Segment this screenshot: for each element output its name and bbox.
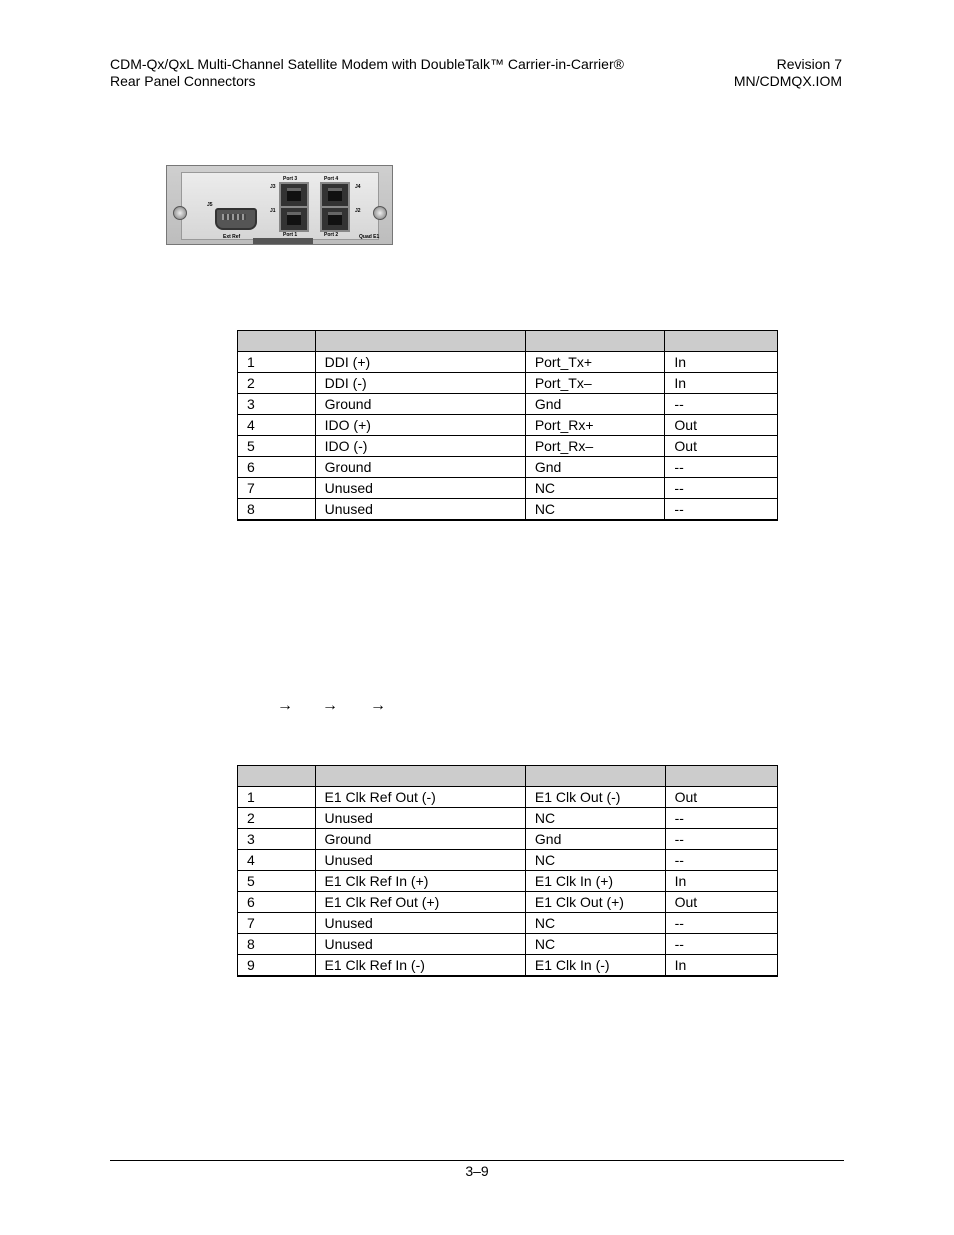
footer-rule <box>110 1160 844 1161</box>
table-header-row <box>238 331 778 352</box>
signal-cell: NC <box>525 499 665 521</box>
table-row <box>238 955 778 977</box>
pinout-table-ext-ref <box>237 765 778 977</box>
pin-cell: 4 <box>238 415 316 436</box>
signal-cell: NC <box>525 808 665 829</box>
label-j1: J1 <box>270 208 276 214</box>
direction-cell: In <box>665 373 778 394</box>
description-cell: E1 Clk Ref In (-) <box>315 955 525 977</box>
label-j5: J5 <box>207 202 213 208</box>
left-screw-icon <box>173 206 187 220</box>
table-header-cell <box>238 331 316 352</box>
label-port2: Port 2 <box>324 232 339 238</box>
pin-cell: 1 <box>238 787 316 808</box>
rear-panel-photo <box>166 165 393 245</box>
description-cell: Unused <box>315 499 525 521</box>
rj45-port2-icon <box>320 206 350 232</box>
description-cell: Unused <box>315 478 525 499</box>
description-cell: IDO (+) <box>315 415 525 436</box>
direction-cell: -- <box>665 394 778 415</box>
description-cell: Unused <box>315 934 525 955</box>
table-header-cell <box>525 331 665 352</box>
table-header-row <box>238 766 778 787</box>
doc-id: MN/CDMQX.IOM <box>733 73 842 89</box>
right-screw-icon <box>373 206 387 220</box>
pin-cell: 2 <box>238 373 316 394</box>
panel-bracket <box>253 238 313 245</box>
pin-cell: 2 <box>238 808 316 829</box>
table-header-cell <box>665 766 777 787</box>
pin-cell: 7 <box>238 913 316 934</box>
dsub-connector-icon <box>215 208 257 230</box>
description-cell: Ground <box>315 457 525 478</box>
table-row <box>238 934 778 955</box>
arrow-right-icon: → <box>277 697 293 714</box>
signal-cell: E1 Clk In (+) <box>525 871 665 892</box>
signal-cell: Gnd <box>525 457 665 478</box>
direction-cell: Out <box>665 787 777 808</box>
description-cell: Unused <box>315 850 525 871</box>
direction-cell: -- <box>665 478 778 499</box>
direction-cell: In <box>665 955 777 977</box>
doc-title: CDM-Qx/QxL Multi-Channel Satellite Modem with DoubleTalk™ Carrier-in-Carrier® <box>110 56 624 72</box>
signal-cell: NC <box>525 934 665 955</box>
label-port1: Port 1 <box>283 232 298 238</box>
table-row <box>238 892 778 913</box>
table-row <box>238 457 778 478</box>
table-header-cell <box>315 331 525 352</box>
signal-cell: E1 Clk Out (+) <box>525 892 665 913</box>
label-j2: J2 <box>355 208 361 214</box>
table-header-cell <box>238 766 316 787</box>
direction-cell: In <box>665 871 777 892</box>
signal-cell: NC <box>525 850 665 871</box>
pin-cell: 9 <box>238 955 316 977</box>
pin-cell: 1 <box>238 352 316 373</box>
table-row <box>238 787 778 808</box>
description-cell: Ground <box>315 394 525 415</box>
label-quad-e1: Quad E1 <box>359 234 380 240</box>
table-row <box>238 436 778 457</box>
label-j3: J3 <box>270 184 276 190</box>
signal-cell: Port_Rx+ <box>525 415 665 436</box>
pin-cell: 3 <box>238 394 316 415</box>
table-row <box>238 415 778 436</box>
header-left <box>110 56 624 90</box>
direction-cell: -- <box>665 829 777 850</box>
description-cell: Ground <box>315 829 525 850</box>
signal-cell: E1 Clk In (-) <box>525 955 665 977</box>
direction-cell: Out <box>665 415 778 436</box>
description-cell: DDI (+) <box>315 352 525 373</box>
table-header-cell <box>315 766 525 787</box>
table-row <box>238 829 778 850</box>
direction-cell: -- <box>665 850 777 871</box>
label-port3: Port 3 <box>283 176 298 182</box>
direction-cell: -- <box>665 808 777 829</box>
pin-cell: 8 <box>238 934 316 955</box>
pin-cell: 8 <box>238 499 316 521</box>
pin-cell: 6 <box>238 457 316 478</box>
signal-cell: Gnd <box>525 394 665 415</box>
table-header-cell <box>665 331 778 352</box>
pin-cell: 7 <box>238 478 316 499</box>
arrow-right-icon: → <box>370 697 386 714</box>
direction-cell: -- <box>665 934 777 955</box>
table-row <box>238 352 778 373</box>
description-cell: E1 Clk Ref Out (-) <box>315 787 525 808</box>
label-ext-ref: Ext Ref <box>223 234 241 240</box>
label-port4: Port 4 <box>324 176 339 182</box>
description-cell: Unused <box>315 913 525 934</box>
header-right <box>734 56 842 90</box>
signal-cell: Port_Rx– <box>525 436 665 457</box>
signal-cell: NC <box>525 478 665 499</box>
direction-cell: -- <box>665 457 778 478</box>
signal-cell: NC <box>525 913 665 934</box>
description-cell: DDI (-) <box>315 373 525 394</box>
direction-cell: -- <box>665 913 777 934</box>
table-header-cell <box>525 766 665 787</box>
label-j4: J4 <box>355 184 361 190</box>
rj45-port3-icon <box>279 182 309 208</box>
table-row <box>238 394 778 415</box>
rj45-port4-icon <box>320 182 350 208</box>
description-cell: IDO (-) <box>315 436 525 457</box>
revision: Revision 7 <box>776 56 842 72</box>
description-cell: E1 Clk Ref Out (+) <box>315 892 525 913</box>
pin-cell: 3 <box>238 829 316 850</box>
direction-cell: Out <box>665 892 777 913</box>
table-row <box>238 871 778 892</box>
table-row <box>238 850 778 871</box>
pin-cell: 4 <box>238 850 316 871</box>
table-row <box>238 478 778 499</box>
direction-cell: Out <box>665 436 778 457</box>
arrow-right-icon: → <box>322 697 338 714</box>
signal-cell: Port_Tx– <box>525 373 665 394</box>
pin-cell: 5 <box>238 871 316 892</box>
description-cell: Unused <box>315 808 525 829</box>
signal-cell: Gnd <box>525 829 665 850</box>
table-row <box>238 808 778 829</box>
page-number: 3–9 <box>465 1163 489 1179</box>
table-row <box>238 913 778 934</box>
section-title: Rear Panel Connectors <box>110 73 256 89</box>
table-row <box>238 373 778 394</box>
signal-cell: E1 Clk Out (-) <box>525 787 665 808</box>
pin-cell: 5 <box>238 436 316 457</box>
pinout-table-e1-ports <box>237 330 778 521</box>
direction-cell: -- <box>665 499 778 521</box>
description-cell: E1 Clk Ref In (+) <box>315 871 525 892</box>
signal-cell: Port_Tx+ <box>525 352 665 373</box>
direction-cell: In <box>665 352 778 373</box>
pin-cell: 6 <box>238 892 316 913</box>
table-row <box>238 499 778 521</box>
rj45-port1-icon <box>279 206 309 232</box>
